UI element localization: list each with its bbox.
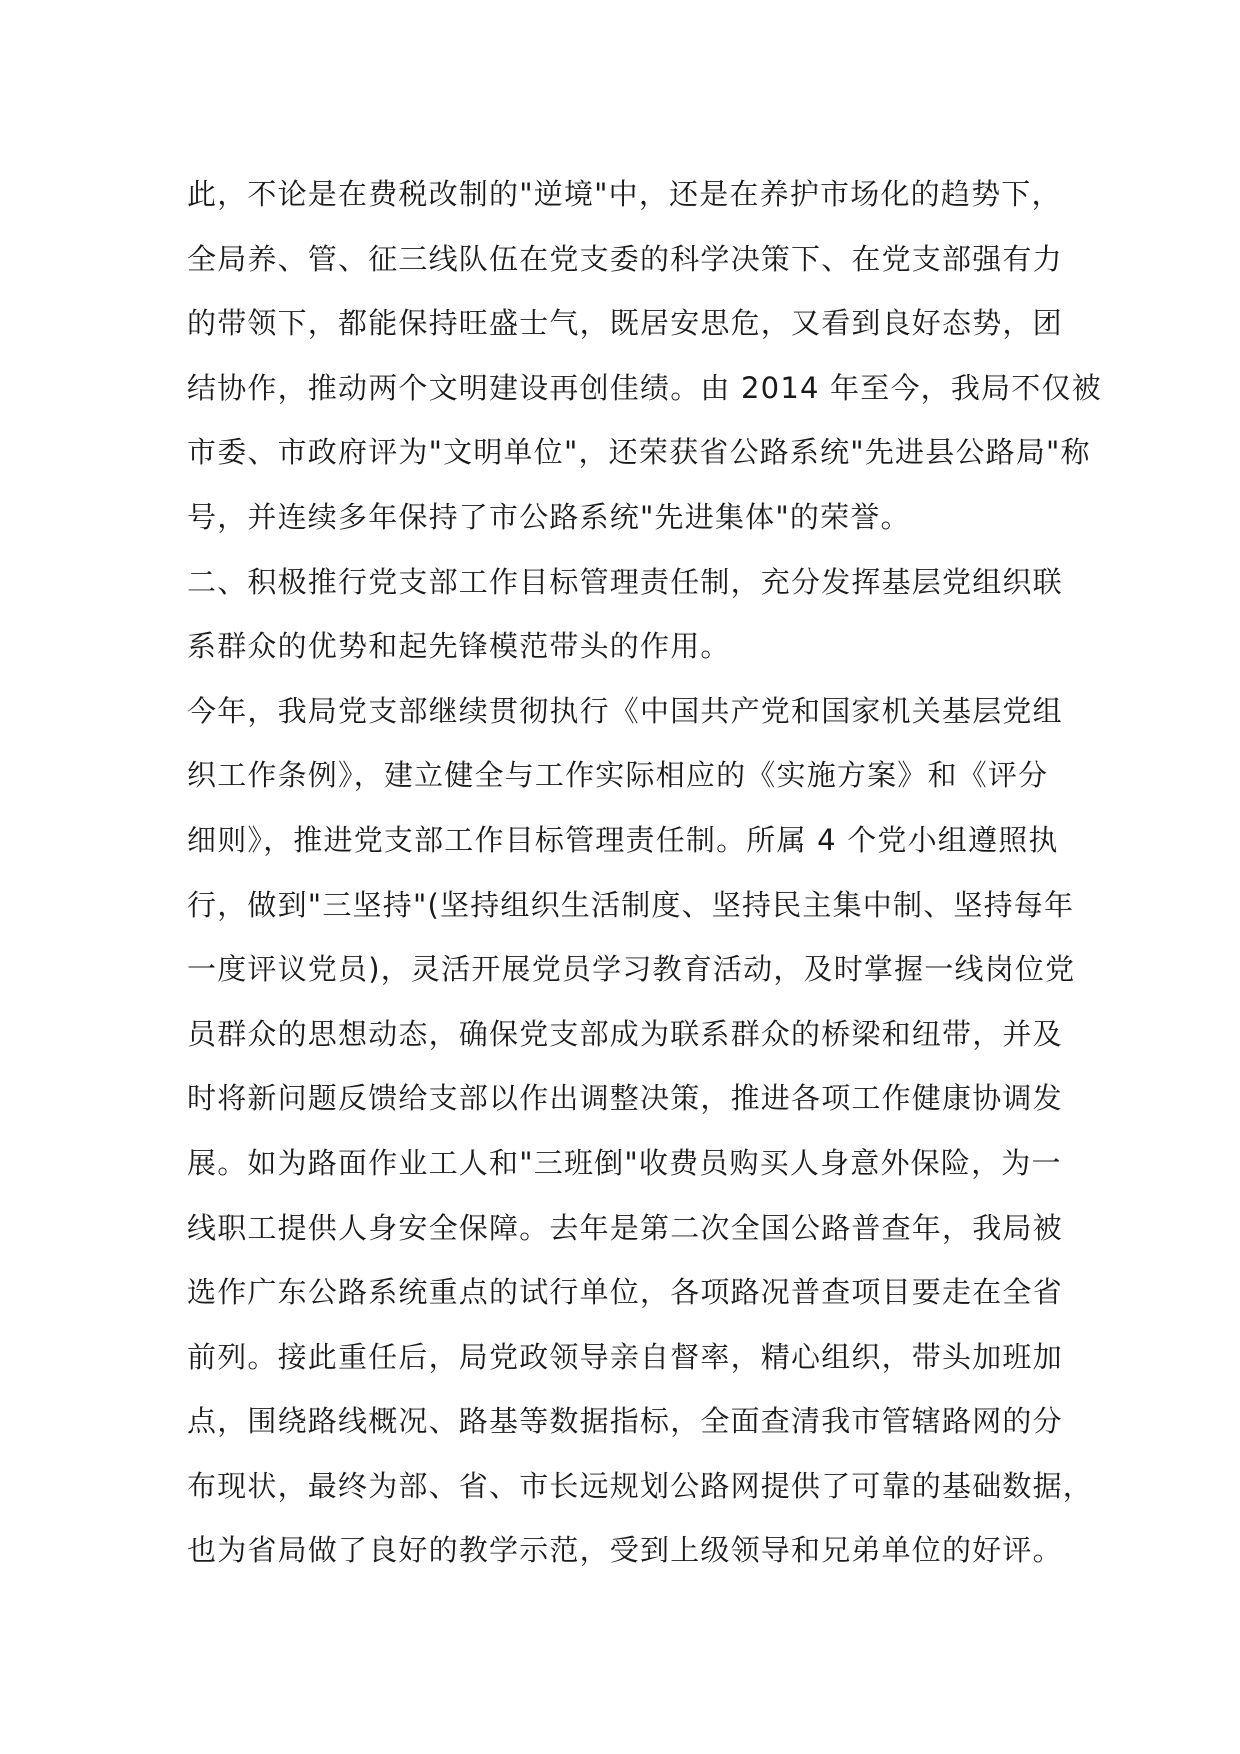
text-line: 织工作条例》，建立健全与工作实际相应的《实施方案》和《评分 [187, 758, 1049, 793]
text-line: 也为省局做了良好的教学示范，受到上级领导和兄弟单位的好评。 [187, 1533, 1063, 1568]
text-line: 时将新问题反馈给支部以作出调整决策，推进各项工作健康协调发 [187, 1081, 1063, 1116]
section-heading-line: 二、积极推行党支部工作目标管理责任制，充分发挥基层党组织联 [187, 564, 1063, 599]
text-line: 行，做到"三坚持"(坚持组织生活制度、坚持民主集中制、坚持每年 [187, 887, 1075, 922]
text-line: 选作广东公路系统重点的试行单位，各项路况普查项目要走在全省 [187, 1275, 1063, 1310]
text-line: 市委、市政府评为"文明单位"，还荣获省公路系统"先进县公路局"称 [187, 435, 1091, 470]
text-line: 点，围绕路线概况、路基等数据指标，全面查清我市管辖路网的分 [187, 1404, 1063, 1439]
text-line: 今年，我局党支部继续贯彻执行《中国共产党和国家机关基层党组 [187, 693, 1063, 728]
text-line: 线职工提供人身安全保障。去年是第二次全国公路普查年，我局被 [187, 1210, 1063, 1245]
text-line: 一度评议党员)，灵活开展党员学习教育活动，及时掌握一线岗位党 [187, 952, 1076, 987]
text-line: 细则》，推进党支部工作目标管理责任制。所属 4 个党小组遵照执 [187, 822, 1059, 857]
text-line: 号，并连续多年保持了市公路系统"先进集体"的荣誉。 [187, 499, 911, 534]
text-line: 布现状，最终为部、省、市长远规划公路网提供了可靠的基础数据， [187, 1468, 1094, 1503]
text-line: 全局养、管、征三线队伍在党支委的科学决策下、在党支部强有力 [187, 241, 1063, 276]
text-line: 员群众的思想动态，确保党支部成为联系群众的桥梁和纽带，并及 [187, 1016, 1063, 1051]
text-line: 展。如为路面作业工人和"三班倒"收费员购买人身意外保险，为一 [187, 1145, 1062, 1180]
text-line: 的带领下，都能保持旺盛士气，既居安思危，又看到良好态势，团 [187, 306, 1063, 341]
document-body [187, 162, 1102, 1583]
text-line: 前列。接此重任后，局党政领导亲自督率，精心组织，带头加班加 [187, 1339, 1063, 1374]
section-heading-line: 系群众的优势和起先锋模范带头的作用。 [187, 629, 731, 664]
text-line: 结协作，推动两个文明建设再创佳绩。由 2014 年至今，我局不仅被 [187, 370, 1102, 405]
text-line: 此，不论是在费税改制的"逆境"中，还是在养护市场化的趋势下， [187, 177, 1062, 211]
